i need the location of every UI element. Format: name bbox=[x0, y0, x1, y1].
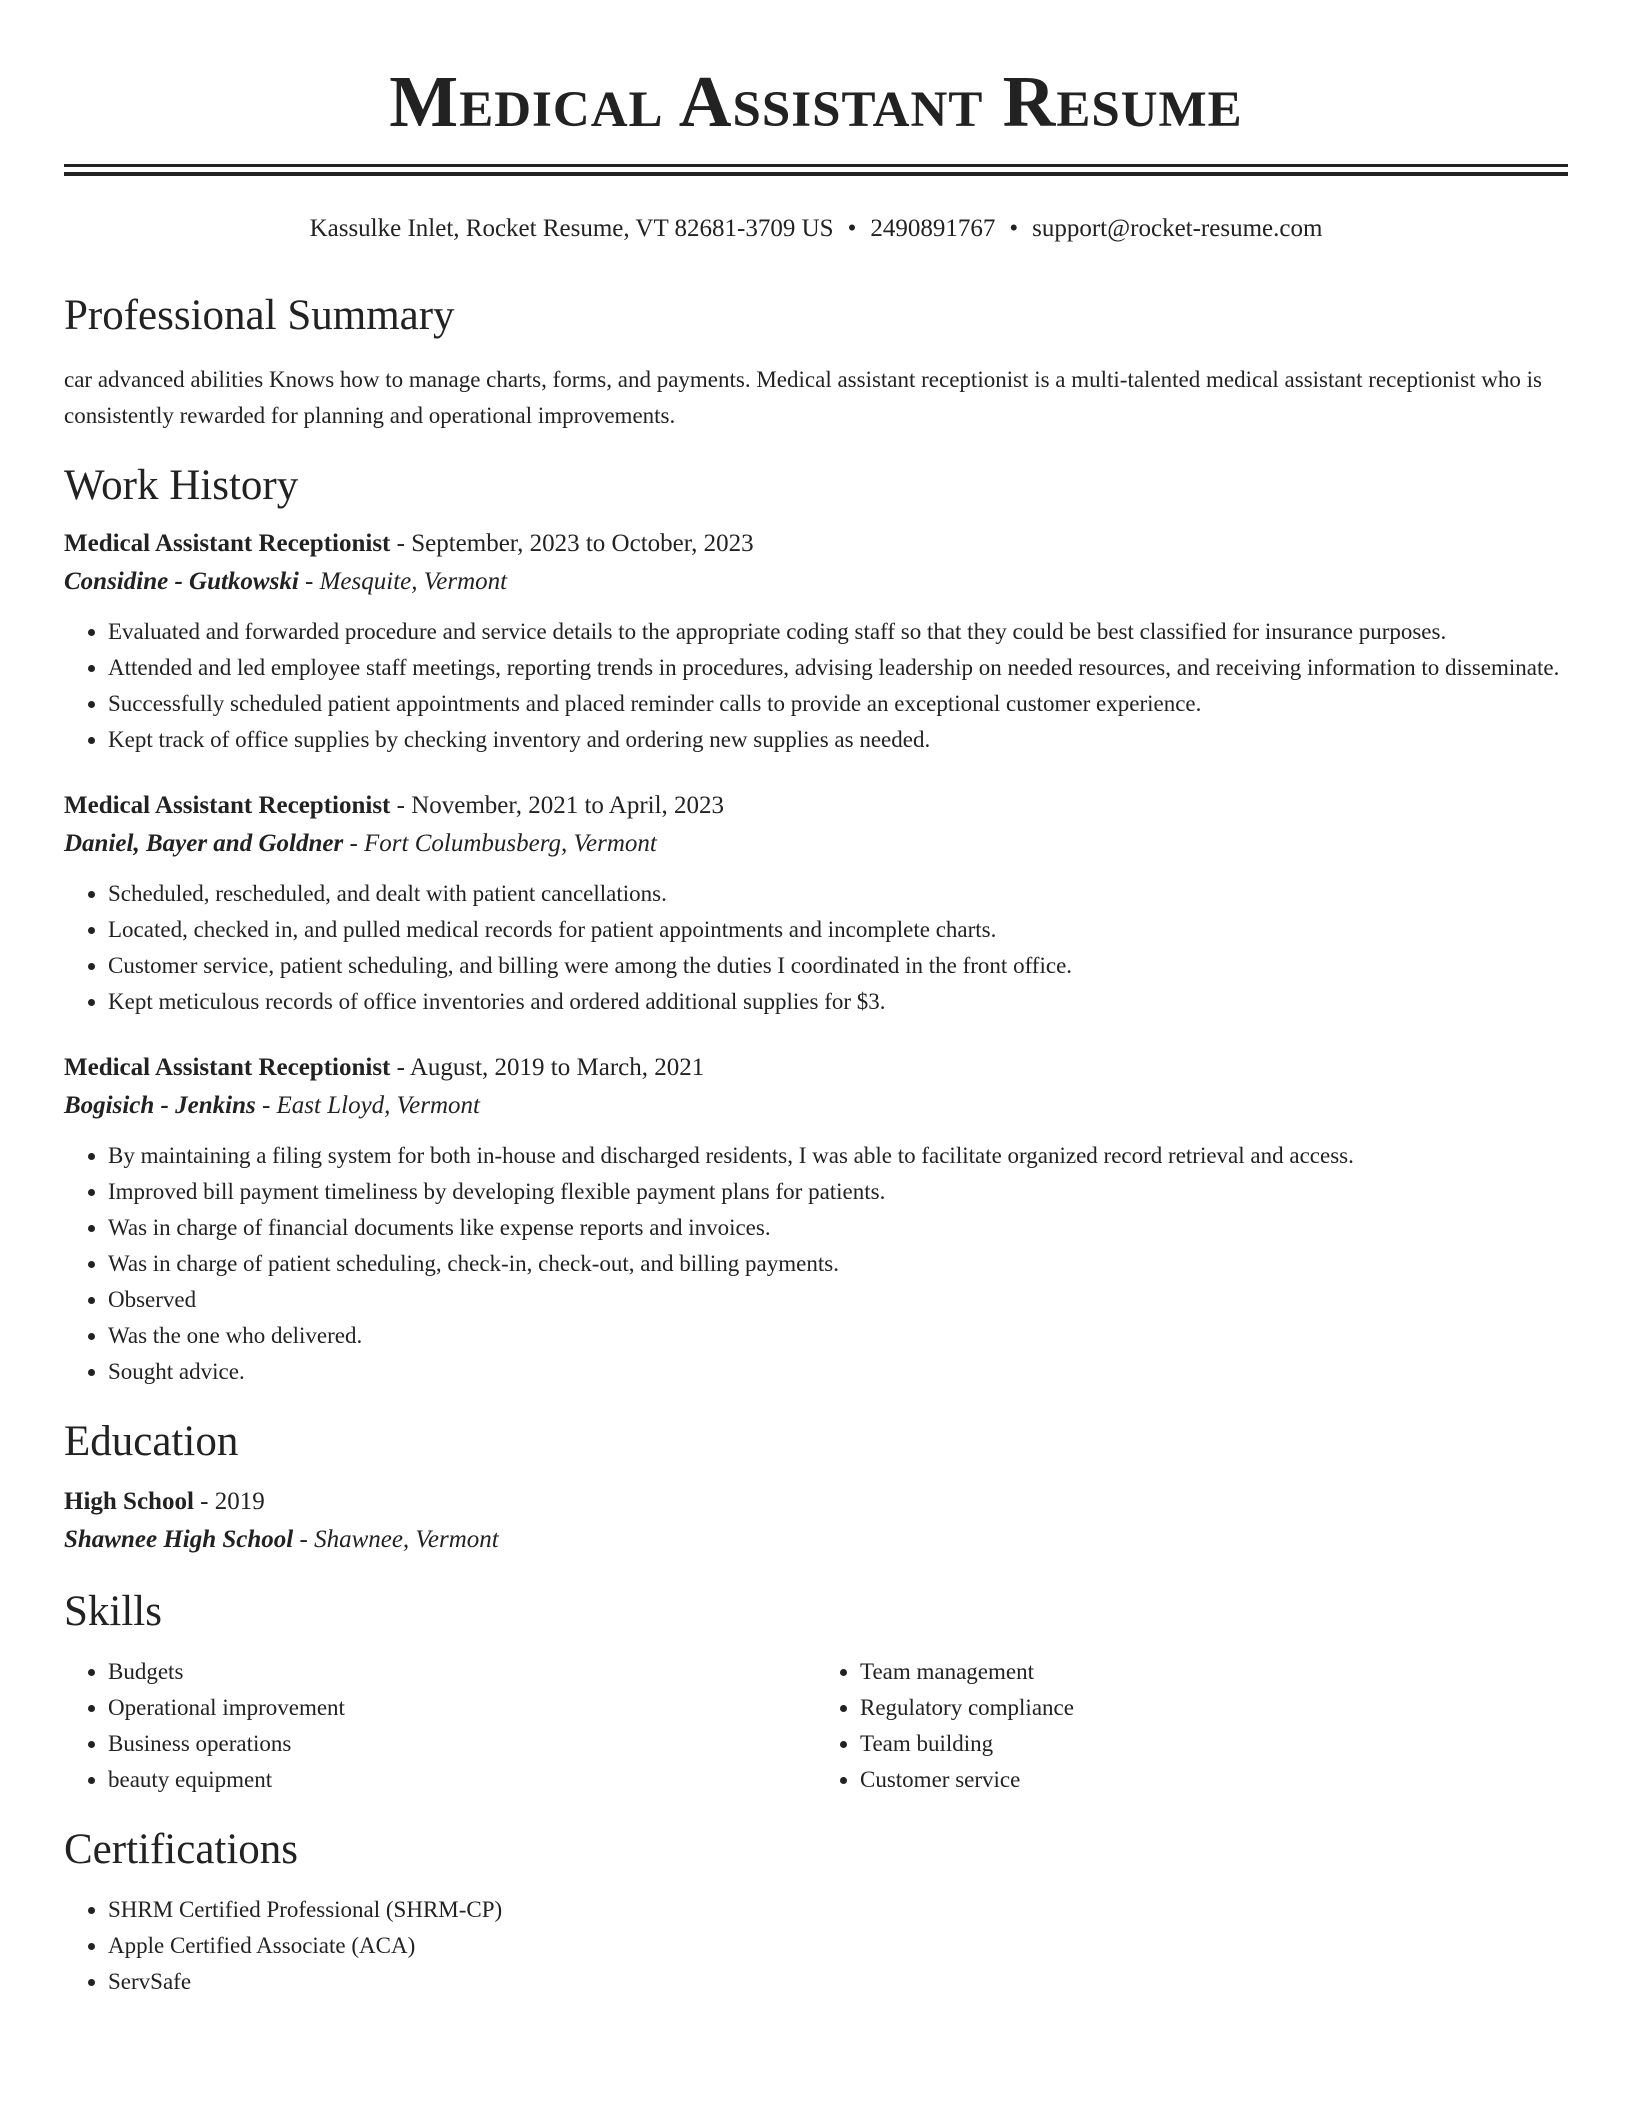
job-entry bbox=[64, 1050, 1568, 1390]
resume-title: Medical Assistant Resume bbox=[389, 61, 1243, 142]
list-item: • Operational improvement bbox=[108, 1690, 816, 1726]
education-school: Shawnee High School bbox=[64, 1526, 294, 1553]
education-school-line: Shawnee High School - Shawnee, Vermont bbox=[64, 1526, 499, 1553]
work-history-heading: Work History bbox=[64, 462, 299, 509]
skills-column-left bbox=[64, 1654, 816, 1798]
job-dates: September, 2023 to October, 2023 bbox=[411, 530, 754, 557]
job-title: Medical Assistant Receptionist bbox=[64, 792, 391, 819]
job-company: Bogisich - Jenkins bbox=[64, 1092, 256, 1119]
job-location: East Lloyd, Vermont bbox=[276, 1092, 480, 1119]
list-item: • Was in charge of financial documents like expense reports and invoices. bbox=[108, 1210, 1568, 1246]
job-company-line: Considine - Gutkowski - Mesquite, Vermont bbox=[64, 568, 508, 595]
contact-phone: 2490891767 bbox=[870, 215, 996, 242]
job-company-line: Bogisich - Jenkins - East Lloyd, Vermont bbox=[64, 1092, 480, 1119]
list-item: • Regulatory compliance bbox=[860, 1690, 1568, 1726]
job-dates: August, 2019 to March, 2021 bbox=[409, 1054, 705, 1081]
list-item: • Successfully scheduled patient appointments and placed reminder calls to provide an exceptional customer experience. bbox=[108, 686, 1568, 722]
job-company-line: Daniel, Bayer and Goldner - Fort Columbusberg, Vermont bbox=[64, 830, 657, 857]
job-title-line: Medical Assistant Receptionist - August, 2019 to March, 2021 bbox=[64, 1054, 705, 1081]
contact-separator: • bbox=[1009, 215, 1019, 242]
list-item: • ServSafe bbox=[108, 1964, 1568, 2000]
job-location: Mesquite, Vermont bbox=[319, 568, 508, 595]
resume-page bbox=[64, 0, 1568, 2000]
skills-heading: Skills bbox=[64, 1588, 162, 1635]
list-item: • Scheduled, rescheduled, and dealt with patient cancellations. bbox=[108, 876, 1568, 912]
job-title: Medical Assistant Receptionist bbox=[64, 1054, 391, 1081]
education-year: 2019 bbox=[214, 1488, 265, 1515]
list-item: • Improved bill payment timeliness by developing flexible payment plans for patients. bbox=[108, 1174, 1568, 1210]
job-company: Daniel, Bayer and Goldner bbox=[64, 830, 344, 857]
list-item: • Sought advice. bbox=[108, 1354, 1568, 1390]
education-location: Shawnee, Vermont bbox=[314, 1526, 499, 1553]
job-location: Fort Columbusberg, Vermont bbox=[364, 830, 657, 857]
job-title-line: Medical Assistant Receptionist - November, 2021 to April, 2023 bbox=[64, 792, 725, 819]
list-item: • Attended and led employee staff meetings, reporting trends in procedures, advising leadership on needed resources, and receiving information to disseminate. bbox=[108, 650, 1568, 686]
contact-separator: • bbox=[847, 215, 857, 242]
education-entry bbox=[64, 1484, 1568, 1560]
list-item: • beauty equipment bbox=[108, 1762, 816, 1798]
job-entry bbox=[64, 526, 1568, 758]
list-item: • Observed bbox=[108, 1282, 1568, 1318]
job-bullets bbox=[64, 876, 1568, 1020]
list-item: • Customer service, patient scheduling, and billing were among the duties I coordinated in the front office. bbox=[108, 948, 1568, 984]
job-title-line: Medical Assistant Receptionist - September, 2023 to October, 2023 bbox=[64, 530, 754, 557]
certifications-heading: Certifications bbox=[64, 1826, 299, 1873]
list-item: • Team management bbox=[860, 1654, 1568, 1690]
list-item: • Team building bbox=[860, 1726, 1568, 1762]
summary-heading: Professional Summary bbox=[64, 292, 455, 339]
job-dates: November, 2021 to April, 2023 bbox=[411, 792, 725, 819]
list-item: • By maintaining a filing system for both in-house and discharged residents, I was able to facilitate organized record retrieval and access. bbox=[108, 1138, 1568, 1174]
job-company: Considine - Gutkowski bbox=[64, 568, 299, 595]
list-item: • Was in charge of patient scheduling, check-in, check-out, and billing payments. bbox=[108, 1246, 1568, 1282]
list-item: • Evaluated and forwarded procedure and service details to the appropriate coding staff so that they could be best classified for insurance purposes. bbox=[108, 614, 1568, 650]
education-degree-line: High School - 2019 bbox=[64, 1488, 265, 1515]
skills-column-right bbox=[816, 1654, 1568, 1798]
education-heading: Education bbox=[64, 1418, 239, 1465]
contact-email: support@rocket-resume.com bbox=[1032, 215, 1323, 242]
contact-line bbox=[64, 214, 1568, 244]
title-divider-thick bbox=[64, 164, 1568, 167]
certifications-list bbox=[64, 1892, 1568, 2000]
list-item: • Customer service bbox=[860, 1762, 1568, 1798]
skills-grid bbox=[64, 1654, 1568, 1798]
list-item: • SHRM Certified Professional (SHRM-CP) bbox=[108, 1892, 1568, 1928]
list-item: • Was the one who delivered. bbox=[108, 1318, 1568, 1354]
education-degree: High School bbox=[64, 1488, 194, 1515]
list-item: • Kept track of office supplies by checking inventory and ordering new supplies as needed. bbox=[108, 722, 1568, 758]
list-item: • Kept meticulous records of office inventories and ordered additional supplies for $3. bbox=[108, 984, 1568, 1020]
list-item: • Business operations bbox=[108, 1726, 816, 1762]
list-item: • Located, checked in, and pulled medical records for patient appointments and incomplete charts. bbox=[108, 912, 1568, 948]
summary-text: car advanced abilities Knows how to manage charts, forms, and payments. Medical assistant receptionist is a multi-talented medical assistant receptionist who is consistently rewarded for planning and operational improvements. bbox=[64, 367, 1542, 428]
list-item: • Budgets bbox=[108, 1654, 816, 1690]
job-title: Medical Assistant Receptionist bbox=[64, 530, 391, 557]
list-item: • Apple Certified Associate (ACA) bbox=[108, 1928, 1568, 1964]
title-divider-thin bbox=[64, 172, 1568, 176]
contact-address: Kassulke Inlet, Rocket Resume, VT 82681-3709 US bbox=[309, 215, 834, 242]
job-bullets bbox=[64, 614, 1568, 758]
job-bullets bbox=[64, 1138, 1568, 1390]
job-entry bbox=[64, 788, 1568, 1020]
